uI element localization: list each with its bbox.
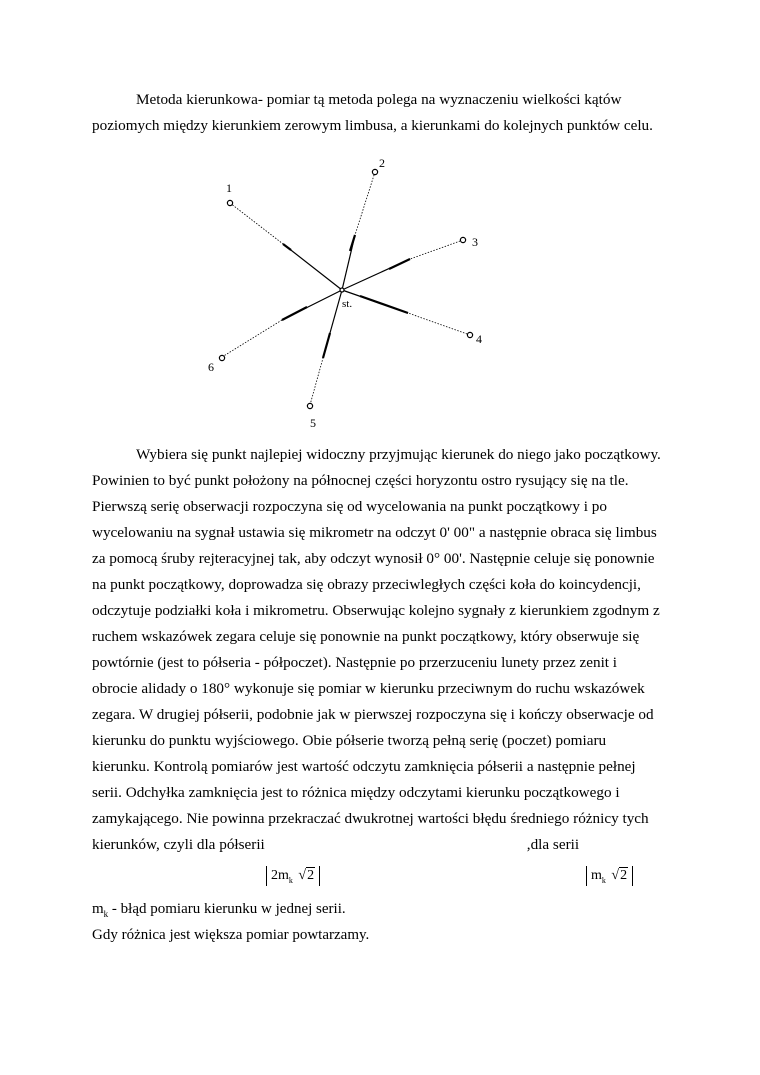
ray-3-thin	[410, 240, 463, 259]
formula-half-series: $2m_k$ √2	[266, 866, 320, 886]
target-point-3	[460, 237, 465, 242]
label-point-6: 6	[208, 360, 214, 374]
label-station: st.	[342, 298, 353, 310]
label-point-2: 2	[379, 156, 385, 170]
body-line-7: odczytuje podziałki koła i mikrometru. Obserwując kolejno sygnały z kierunkiem zgodnym z	[92, 602, 660, 619]
label-point-4: 4	[476, 332, 482, 346]
body-line-4: wycelowaniu na sygnał ustawia się mikrometr na odczyt 0' 00" a następnie obraca się limbus	[92, 524, 657, 541]
formula-full-series: $m_k$ √2	[586, 866, 633, 886]
label-point-3: 3	[472, 235, 478, 249]
ray-6-thin	[222, 320, 282, 357]
label-point-5: 5	[310, 416, 316, 430]
body-line-12: kierunku do punktu wyjściowego. Obie półserie tworzą pełną serię (poczet) pomiaru	[92, 732, 607, 749]
body-line-14: serii. Odchyłka zamknięcia jest to różnica między odczytami kierunku początkowego i	[92, 784, 620, 801]
body-line-6: na punkt początkowy, doprowadza się obrazy przeciwległych części koła do koincydencji,	[92, 576, 641, 593]
ray-2-thin	[355, 172, 375, 235]
intro-line-2: poziomych między kierunkiem zerowym limbusa, a kierunkami do kolejnych punktów celu.	[92, 117, 653, 134]
body-line-9: powtórnie (jest to półseria - półpoczet). Następnie po przerzuceniu lunety przez zenit i	[92, 654, 618, 671]
definition-symbol: $m_k$	[92, 901, 109, 919]
direction-diagram	[195, 150, 505, 440]
definition-line: $m_k$ - błąd pomiaru kierunku w jednej serii.	[92, 901, 346, 919]
body-line-15: zamykającego. Nie powinna przekraczać dwukrotnej wartości błędu średniego różnicy tych	[92, 810, 649, 827]
conclusion-line: Gdy różnica jest większa pomiar powtarzamy.	[92, 927, 370, 943]
intro-line-1: Metoda kierunkowa- pomiar tą metoda polega na wyznaczeniu wielkości kątów	[136, 91, 622, 108]
body-line-17-suffix: ,dla serii	[526, 836, 580, 853]
body-line-17: kierunków, czyli dla półserii	[92, 836, 265, 853]
body-line-10: obrocie alidady o 180° wykonuje się pomiar w kierunku przeciwnym do ruchu wskazówek	[92, 680, 645, 697]
body-line-11: zegara. W drugiej półserii, podobnie jak w pierwszej rozpoczyna się i kończy obserwacje od	[92, 706, 654, 723]
target-point-4	[467, 332, 472, 337]
ray-1-thin	[230, 203, 287, 247]
target-point-5	[307, 403, 312, 408]
intro-paragraph	[92, 87, 672, 139]
target-point-6	[219, 355, 224, 360]
body-line-13: kierunku. Kontrolą pomiarów jest wartość odczytu zamknięcia półserii a następnie pełnej	[92, 758, 636, 775]
body-line-8: ruchem wskazówek zegara celuje się ponownie na punkt początkowy, który obserwuje się	[92, 628, 640, 645]
body-paragraph	[92, 442, 682, 858]
body-line-2: Powinien to być punkt położony na północnej części horyzontu ostro rysujący się na tle.	[92, 472, 629, 489]
target-point-2	[372, 169, 377, 174]
body-line-5: za pomocą śruby rejteracyjnej tak, aby odczyt wynosił 0° 00'. Następnie celuje się ponownie	[92, 550, 655, 567]
body-line-3: Pierwszą serię obserwacji rozpoczyna się od wycelowania na punkt początkowy i po	[92, 498, 607, 515]
ray-4-thin	[408, 313, 470, 335]
label-point-1: 1	[226, 181, 232, 195]
target-point-1	[227, 200, 232, 205]
station-point	[340, 288, 344, 292]
body-line-1: Wybiera się punkt najlepiej widoczny przyjmując kierunek do niego jako początkowy.	[136, 446, 661, 463]
ray-5-thin	[310, 358, 323, 405]
